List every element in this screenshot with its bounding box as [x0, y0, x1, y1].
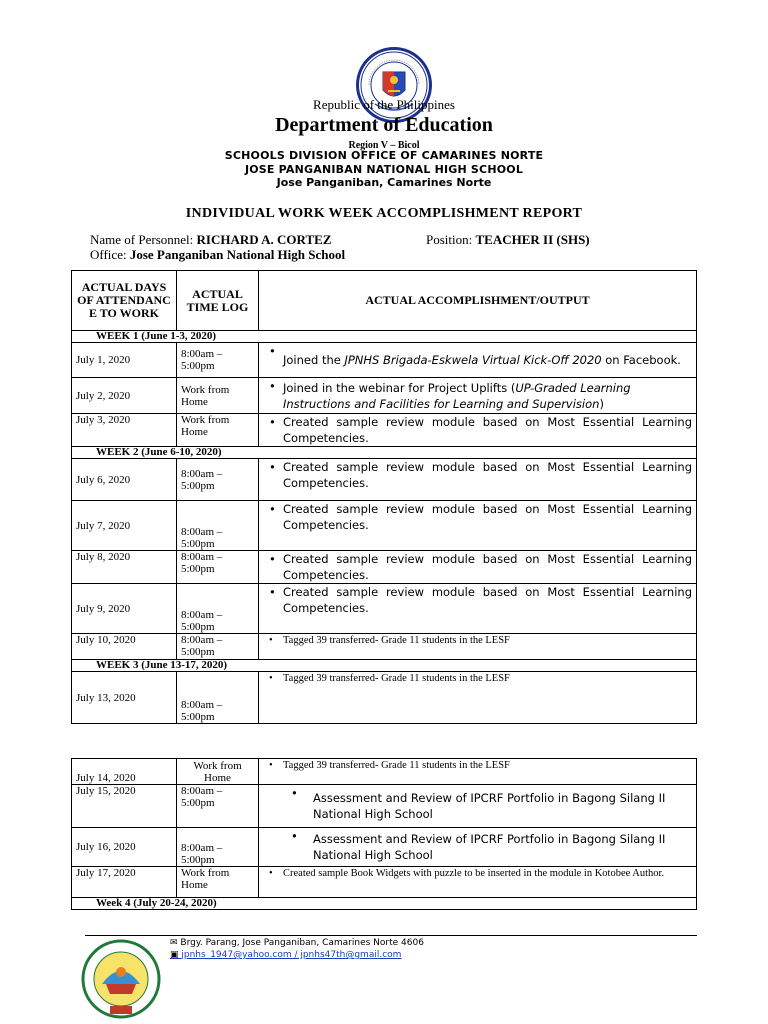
footer-address — [170, 938, 424, 948]
accomplishment-cell — [259, 551, 697, 584]
position-line — [426, 232, 590, 248]
table-row — [72, 672, 697, 724]
date-cell: July 17, 2020 — [72, 867, 177, 898]
bullet-icon: • — [269, 868, 273, 879]
email-link[interactable]: jpnhs_1947@yahoo.com / jpnhs47th@gmail.com — [181, 950, 402, 960]
accomplishment-cell — [259, 785, 697, 828]
table-header-row — [72, 271, 697, 331]
accomplishment-cell — [259, 501, 697, 551]
town-heading: Jose Panganiban, Camarines Norte — [276, 176, 492, 189]
time-cell: Work from Home — [177, 759, 259, 785]
acc-text: Tagged 39 transferred- Grade 11 students in the LESF — [283, 673, 510, 684]
acc-text: Assessment and Review of IPCRF Portfolio in Bagong Silang II National High School — [313, 832, 666, 862]
report-title: INDIVIDUAL WORK WEEK ACCOMPLISHMENT REPORT — [185, 206, 583, 221]
acc-text: Created sample review module based on Most Essential Learning Competencies. — [283, 415, 692, 445]
table-row — [72, 634, 697, 660]
envelope-icon: ✉ — [170, 938, 178, 948]
acc-text: Tagged 39 transferred- Grade 11 students in the LESF — [283, 760, 510, 771]
mail-icon: ▣ — [170, 950, 179, 960]
office-line — [90, 247, 345, 263]
bullet-icon: • — [269, 344, 276, 358]
bullet-icon: • — [269, 585, 276, 599]
accomplishment-cell — [259, 634, 697, 660]
position-label: Position: — [426, 232, 473, 247]
time-cell: 8:00am – 5:00pm — [177, 785, 259, 828]
col-timelog-header: ACTUAL TIME LOG — [177, 271, 259, 331]
office-label: Office: — [90, 247, 127, 262]
name-value: RICHARD A. CORTEZ — [196, 232, 332, 247]
col-accomplishment-header: ACTUAL ACCOMPLISHMENT/OUTPUT — [259, 271, 697, 331]
bullet-icon: • — [291, 786, 298, 800]
acc-text: Created sample review module based on Most Essential Learning Competencies. — [283, 460, 692, 490]
week-1-row: WEEK 1 (June 1-3, 2020) — [72, 331, 697, 343]
accomplishment-cell — [259, 828, 697, 867]
time-cell: 8:00am – 5:00pm — [177, 459, 259, 501]
bullet-icon: • — [269, 415, 276, 429]
bullet-icon: • — [291, 829, 298, 843]
table-row — [72, 343, 697, 378]
accomplishment-cell — [259, 343, 697, 378]
accomplishment-cell — [259, 584, 697, 634]
time-cell: 8:00am – 5:00pm — [177, 672, 259, 724]
school-logo-icon — [80, 938, 162, 1020]
date-cell: July 10, 2020 — [72, 634, 177, 660]
col-attendance-header: ACTUAL DAYS OF ATTENDANC E TO WORK — [72, 271, 177, 331]
acc-text: Joined in the webinar for Project Uplifts ( — [283, 380, 516, 395]
department-heading: Department of Education — [275, 114, 493, 136]
address-text: Brgy. Parang, Jose Panganiban, Camarines Norte 4606 — [180, 938, 424, 948]
bullet-icon: • — [269, 502, 276, 516]
accomplishment-cell — [259, 414, 697, 447]
date-cell: July 8, 2020 — [72, 551, 177, 584]
acc-text: Created sample review module based on Most Essential Learning Competencies. — [283, 585, 692, 615]
accomplishment-cell — [259, 672, 697, 724]
name-label: Name of Personnel: — [90, 232, 194, 247]
personnel-line — [90, 232, 332, 248]
table-row — [72, 828, 697, 867]
time-cell: Work from Home — [177, 867, 259, 898]
region-heading: Region V – Bicol — [348, 140, 420, 151]
accomplishment-cell — [259, 378, 697, 414]
time-cell: 8:00am – 5:00pm — [177, 343, 259, 378]
time-cell: 8:00am – 5:00pm — [177, 584, 259, 634]
accomplishment-cell — [259, 867, 697, 898]
table-row — [72, 584, 697, 634]
acc-text: Assessment and Review of IPCRF Portfolio in Bagong Silang II National High School — [313, 791, 666, 821]
time-cell: 8:00am – 5:00pm — [177, 828, 259, 867]
acc-text: Created sample Book Widgets with puzzle to be inserted in the module in Kotobee Author. — [283, 868, 665, 879]
bullet-icon: • — [269, 760, 273, 771]
table-row — [72, 759, 697, 785]
table-row — [72, 551, 697, 584]
bullet-icon: • — [269, 635, 273, 646]
acc-text: Created sample review module based on Most Essential Learning Competencies. — [283, 552, 692, 582]
acc-text: Created sample review module based on Most Essential Learning Competencies. — [283, 502, 692, 532]
table-row — [72, 414, 697, 447]
acc-italic-text: JPNHS Brigada-Eskwela Virtual Kick-Off 2020 — [344, 353, 602, 367]
acc-text: Joined the — [283, 353, 345, 367]
acc-text: Tagged 39 transferred- Grade 11 students in the LESF — [283, 635, 510, 646]
date-cell: July 7, 2020 — [72, 501, 177, 551]
table-row — [72, 501, 697, 551]
time-cell: 8:00am – 5:00pm — [177, 551, 259, 584]
date-cell: July 13, 2020 — [72, 672, 177, 724]
date-cell: July 14, 2020 — [72, 759, 177, 785]
acc-italic-text: UP-Graded Learning Instructions and Facilities for Learning and Supervision — [283, 380, 631, 411]
acc-text: ) — [599, 396, 604, 411]
week-4-row: Week 4 (July 20-24, 2020) — [72, 898, 697, 910]
footer-email[interactable] — [170, 950, 401, 960]
table-row — [72, 867, 697, 898]
bullet-icon: • — [269, 460, 276, 474]
republic-heading: Republic of the Philippines — [313, 97, 455, 112]
time-cell: Work from Home — [177, 414, 259, 447]
footer-divider — [85, 935, 697, 936]
date-cell: July 16, 2020 — [72, 828, 177, 867]
bullet-icon: • — [269, 379, 276, 393]
bullet-icon: • — [269, 673, 273, 684]
division-heading: SCHOOLS DIVISION OFFICE OF CAMARINES NORTE — [224, 149, 544, 162]
office-value: Jose Panganiban National High School — [129, 247, 346, 262]
table-row — [72, 459, 697, 501]
date-cell: July 9, 2020 — [72, 584, 177, 634]
position-value: TEACHER II (SHS) — [475, 232, 590, 247]
week-3-row: WEEK 3 (June 13-17, 2020) — [72, 660, 697, 672]
date-cell: July 2, 2020 — [72, 378, 177, 414]
table-row — [72, 378, 697, 414]
time-cell: 8:00am – 5:00pm — [177, 634, 259, 660]
accomplishment-cell — [259, 459, 697, 501]
school-heading: JOSE PANGANIBAN NATIONAL HIGH SCHOOL — [244, 163, 524, 176]
acc-text: on Facebook. — [601, 353, 681, 367]
date-cell: July 15, 2020 — [72, 785, 177, 828]
time-cell: Work from Home — [177, 378, 259, 414]
table-row — [72, 785, 697, 828]
date-cell: July 1, 2020 — [72, 343, 177, 378]
bullet-icon: • — [269, 552, 276, 566]
accomplishment-cell — [259, 759, 697, 785]
week-2-row: WEEK 2 (June 6-10, 2020) — [72, 447, 697, 459]
accomplishment-table — [71, 270, 697, 724]
accomplishment-table-continued — [71, 758, 697, 910]
date-cell: July 6, 2020 — [72, 459, 177, 501]
date-cell: July 3, 2020 — [72, 414, 177, 447]
time-cell: 8:00am – 5:00pm — [177, 501, 259, 551]
